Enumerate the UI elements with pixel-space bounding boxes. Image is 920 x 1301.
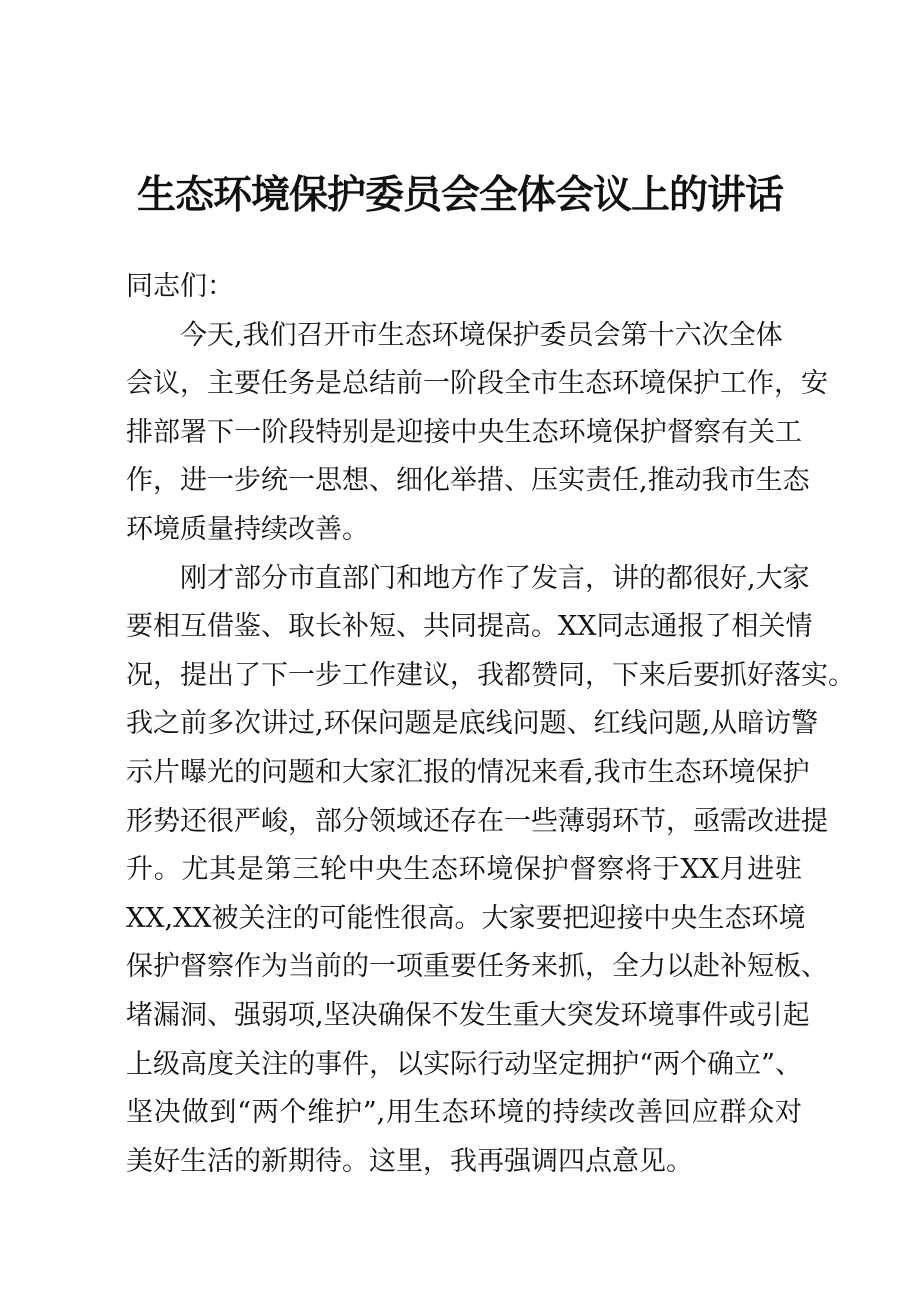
paragraph-1 <box>126 312 828 555</box>
paragraph-line: 我之前多次讲过,环保问题是底线问题、红线问题,从暗访警 <box>126 708 819 740</box>
paragraph-line: 刚才部分市直部门和地方作了发言，讲的都很好,大家 <box>180 562 810 594</box>
paragraph-line: 堵漏洞、强弱项,坚决确保不发生重大突发环境事件或引起 <box>126 999 810 1031</box>
paragraph-line: 示片曝光的问题和大家汇报的情况来看,我市生态环境保护 <box>126 756 810 788</box>
paragraph-line: 形势还很严峻，部分领域还存在一些薄弱环节，亟需改进提 <box>126 805 828 837</box>
paragraph-line: 排部署下一阶段特别是迎接中央生态环境保护督察有关工 <box>126 416 802 448</box>
paragraph-line: 今天,我们召开市生态环境保护委员会第十六次全体 <box>180 319 783 351</box>
paragraph-line: 要相互借鉴、取长补短、共同提高。XX同志通报了相关情 <box>126 611 813 643</box>
paragraph-line: 升。尤其是第三轮中央生态环境保护督察将于XX月进驻 <box>126 854 802 886</box>
paragraph-line: 作，进一步统一思想、细化举措、压实责任,推动我市生态 <box>126 465 810 497</box>
paragraph-line: 况，提出了下一步工作建议，我都赞同，下来后要抓好落实。 <box>126 659 855 691</box>
paragraph-2 <box>126 555 855 1187</box>
paragraph-line: 美好生活的新期待。这里，我再强调四点意见。 <box>126 1145 693 1177</box>
paragraph-line: 会议，主要任务是总结前一阶段全市生态环境保护工作，安 <box>126 368 828 400</box>
document-title: 生态环境保护委员会全体会议上的讲话 <box>136 173 783 218</box>
paragraph-line: 保护督察作为当前的一项重要任务来抓，全力以赴补短板、 <box>126 951 828 983</box>
paragraph-line: 坚决做到“两个维护”,用生态环境的持续改善回应群众对 <box>126 1097 802 1129</box>
paragraph-line: XX,XX被关注的可能性很高。大家要把迎接中央生态环境 <box>126 902 806 934</box>
paragraph-line: 环境质量持续改善。 <box>126 513 369 545</box>
paragraph-line: 上级高度关注的事件，以实际行动坚定拥护“两个确立”、 <box>126 1048 802 1080</box>
salutation: 同志们： <box>126 271 234 302</box>
document-body <box>126 263 855 1186</box>
